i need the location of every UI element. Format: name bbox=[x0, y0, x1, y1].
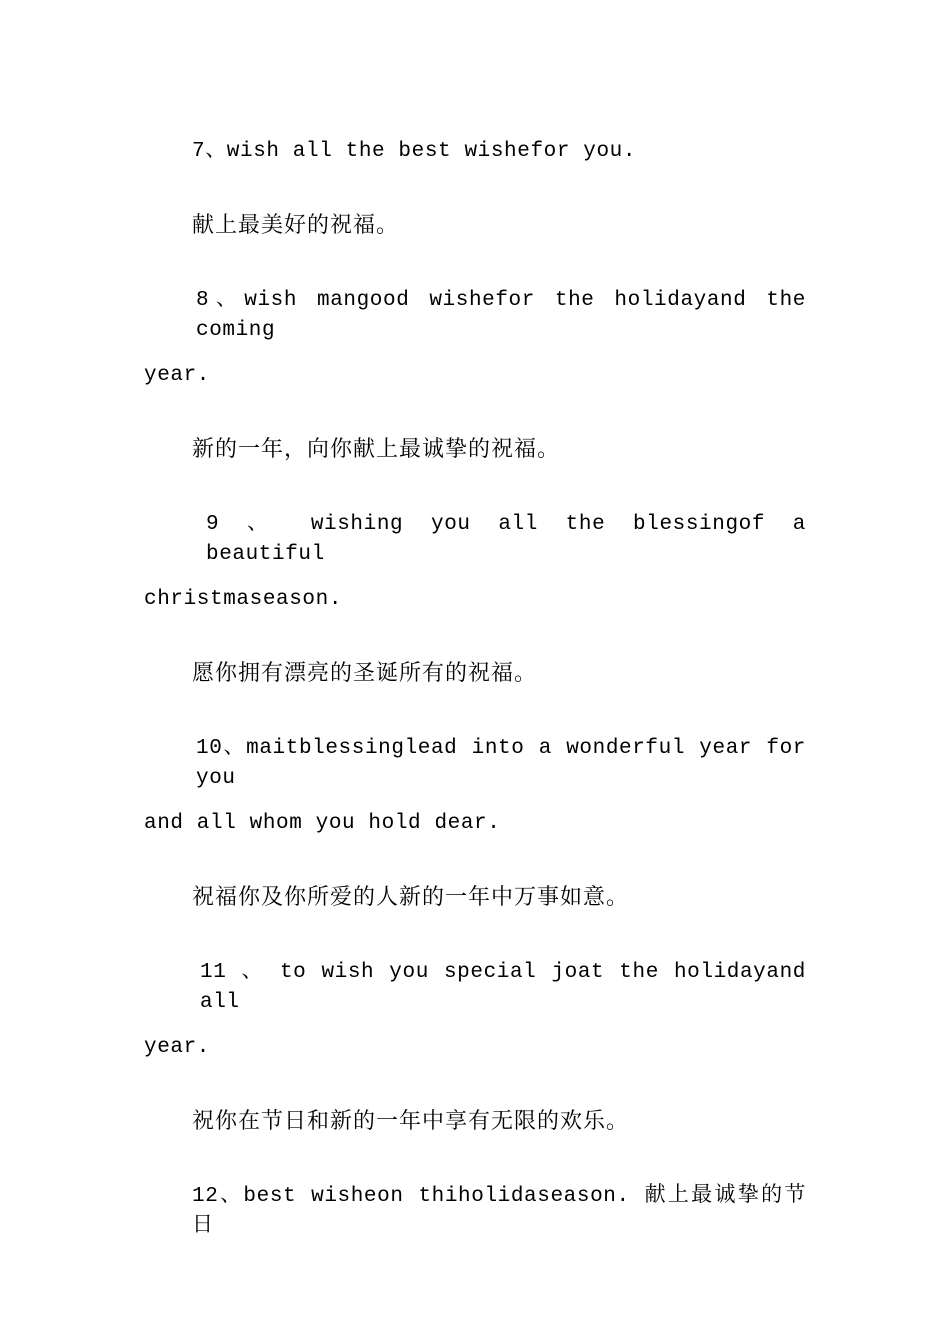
entry-9-english-line2: christmaseason. bbox=[144, 588, 343, 611]
entry-12-english-line1: 12、best wisheon thiholidaseason. 献上最诚挚的节日 bbox=[192, 1185, 806, 1238]
entry-10-english-line2: and all whom you hold dear. bbox=[144, 812, 501, 835]
entry-10-chinese: 祝福你及你所爱的人新的一年中万事如意。 bbox=[192, 885, 630, 910]
entry-8-chinese: 新的一年，向你献上最诚挚的祝福。 bbox=[192, 437, 561, 462]
entry-7-chinese: 献上最美好的祝福。 bbox=[192, 213, 400, 238]
entry-10-english-line1: 10、maitblessinglead into a wonderful year for you bbox=[196, 737, 806, 790]
entry-7-english: 7、wish all the best wishefor you. bbox=[192, 140, 637, 163]
entry-9-english-line1: 9 、 wishing you all the blessingof a beautiful bbox=[206, 513, 806, 566]
entry-8-english-line2: year. bbox=[144, 364, 211, 387]
entry-8-english-line1: 8、wish mangood wishefor the holidayand the coming bbox=[196, 289, 806, 342]
entry-9-chinese: 愿你拥有漂亮的圣诞所有的祝福。 bbox=[192, 661, 538, 686]
entry-11-chinese: 祝你在节日和新的一年中享有无限的欢乐。 bbox=[192, 1109, 630, 1134]
entry-11-english-line2: year. bbox=[144, 1036, 211, 1059]
entry-11-english-line1: 11 、 to wish you special joat the holidayand all bbox=[200, 961, 806, 1014]
